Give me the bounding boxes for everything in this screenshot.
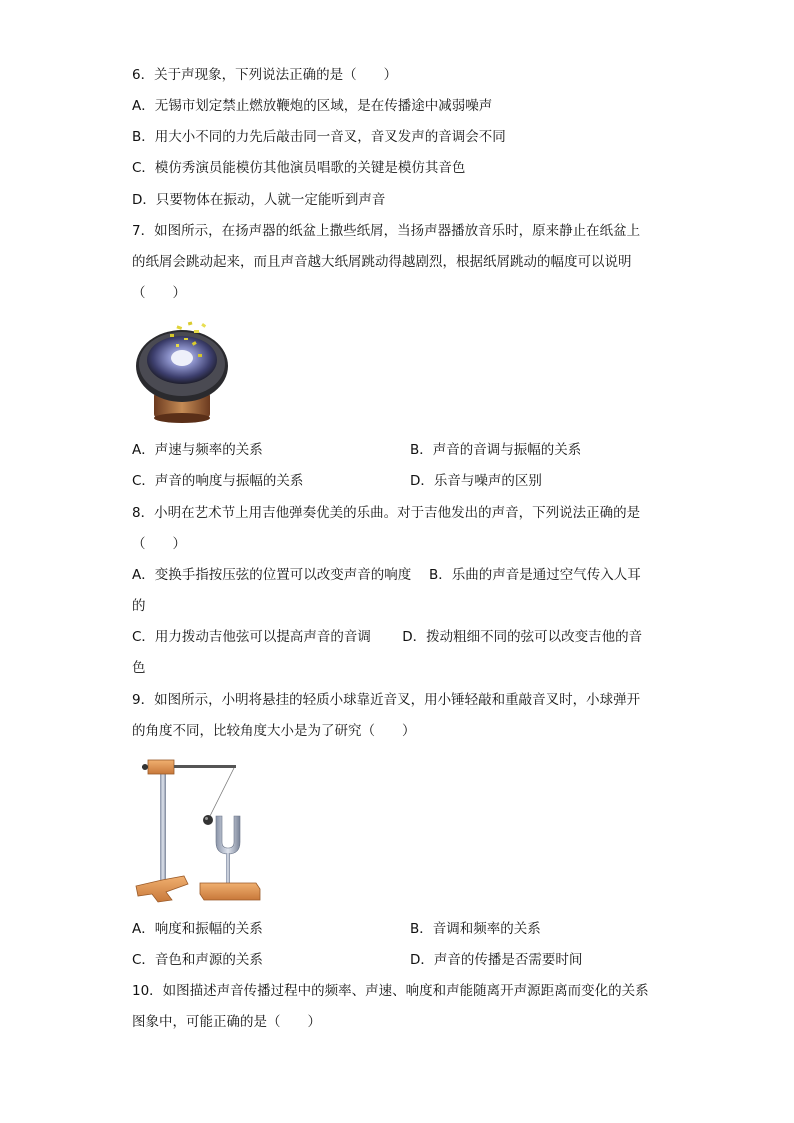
q7-option-c: C．声音的响度与振幅的关系	[132, 473, 304, 489]
q8-option-cd-line1: C．用力拨动吉他弦可以提高声音的音调 D．拨动粗细不同的弦可以改变吉他的音	[132, 629, 643, 645]
q6-option-d: D．只要物体在振动，人就一定能听到声音	[132, 192, 386, 208]
q6-stem: 6．关于声现象，下列说法正确的是（ ）	[132, 67, 398, 83]
suspension-string	[209, 768, 234, 818]
q7-stem-line1: 7．如图所示，在扬声器的纸盆上撒些纸屑，当扬声器播放音乐时，原来静止在纸盆上	[132, 223, 641, 239]
q9-option-d: D．声音的传播是否需要时间	[410, 952, 583, 968]
stand-pole	[160, 766, 166, 884]
clamp-block	[148, 760, 174, 774]
horizontal-rod	[174, 765, 236, 768]
q8-option-cd-line2: 色	[132, 660, 146, 676]
q7-option-b: B．声音的音调与振幅的关系	[410, 442, 582, 458]
q8-option-ab-line1: A．变换手指按压弦的位置可以改变声音的响度 B．乐曲的声音是通过空气传入人耳	[132, 567, 641, 583]
q9-option-a: A．响度和振幅的关系	[132, 921, 263, 937]
q7-option-a: A．声速与频率的关系	[132, 442, 263, 458]
q8-stem-line2: （ ）	[132, 536, 186, 552]
q6-option-b: B．用大小不同的力先后敲击同一音叉，音叉发声的音调会不同	[132, 129, 506, 145]
q9-stem-line1: 9．如图所示，小明将悬挂的轻质小球靠近音叉，用小锤轻敲和重敲音叉时，小球弹开	[132, 692, 641, 708]
q7-stem-line2: 的纸屑会跳动起来，而且声音越大纸屑跳动得越剧烈，根据纸屑跳动的幅度可以说明	[132, 254, 632, 270]
tuning-fork-figure	[132, 752, 277, 904]
q8-stem-line1: 8．小明在艺术节上用吉他弹奏优美的乐曲。对于吉他发出的声音，下列说法正确的是	[132, 505, 641, 521]
fork-base	[200, 883, 260, 900]
stand-base	[136, 876, 188, 902]
tuning-fork	[216, 816, 240, 854]
q8-option-ab-line2: 的	[132, 598, 146, 614]
q10-stem-line1: 10．如图描述声音传播过程中的频率、声速、响度和声能随离开声源距离而变化的关系	[132, 983, 649, 999]
q7-stem-line3: （ ）	[132, 285, 186, 301]
q9-option-c: C．音色和声源的关系	[132, 952, 263, 968]
q6-option-c: C．模仿秀演员能模仿其他演员唱歌的关键是模仿其音色	[132, 160, 466, 176]
q7-option-d: D．乐音与噪声的区别	[410, 473, 542, 489]
speaker-figure	[132, 316, 230, 424]
q9-stem-line2: 的角度不同，比较角度大小是为了研究（ ）	[132, 723, 416, 739]
light-ball	[203, 815, 213, 825]
q6-option-a: A．无锡市划定禁止燃放鞭炮的区域，是在传播途中减弱噪声	[132, 98, 493, 114]
q10-stem-line2: 图象中，可能正确的是（ ）	[132, 1014, 321, 1030]
q9-option-b: B．音调和频率的关系	[410, 921, 541, 937]
